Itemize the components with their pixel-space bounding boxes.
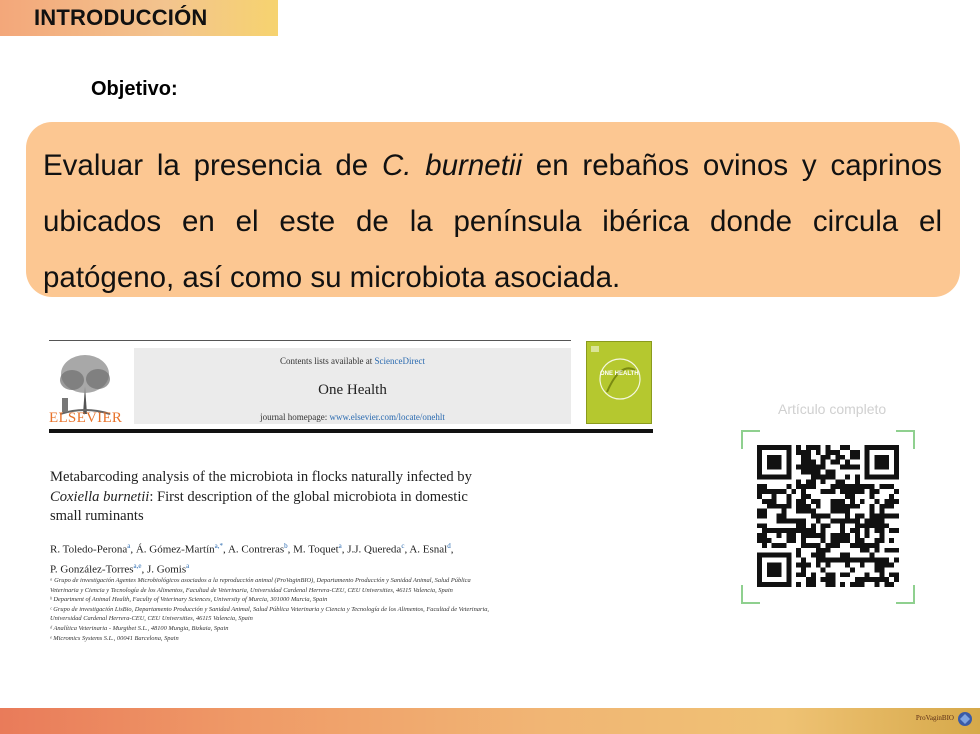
- author-line: R. Toledo-Perona$^a$, Á. Gómez-Martín$^{a,*}$, A. Contreras$^b$, M. Toquet$^a$, J.J. Quereda$^c$, A. Esnal$^d$,: [50, 542, 454, 556]
- paper-title-line: [50, 488, 610, 508]
- paper-title-line: small ruminants: [50, 508, 144, 524]
- publisher-name: ELSEVIER: [49, 410, 123, 426]
- affiliation-line: Universidad Cardenal Herrera-CEU, CEU Universities, 46115 Valencia, Spain: [50, 615, 253, 623]
- paper-title-species: Coxiella burnetii: [50, 488, 150, 505]
- affiliation-line: ᵈ Analítica Veterinaria - Murgibet S.L., 48100 Mungia, Bizkaia, Spain: [50, 624, 229, 632]
- author-affiliation-mark: c: [401, 542, 405, 550]
- author-name: A. Esnal: [409, 543, 448, 556]
- objective-text: [43, 138, 942, 306]
- section-header: [0, 0, 278, 36]
- section-title: INTRODUCCIÓN: [34, 5, 208, 30]
- author-affiliation-mark: a: [338, 542, 342, 550]
- affiliation-line: ᵇ Department of Animal Health, Faculty of Veterinary Sciences, University of Murcia, 301000 Murcia, Spain: [50, 596, 328, 604]
- cover-art-icon: [587, 342, 653, 425]
- paper-snapshot: [49, 340, 653, 660]
- author-name: Á. Gómez-Martín: [135, 543, 215, 556]
- journal-name: One Health: [318, 382, 387, 398]
- paper-title-rest: : First description of the global microbiota in domestic: [149, 488, 468, 505]
- affiliation-line: ᵃ Grupo de investigación Agentes Microbiológicos asociados a la reproducción animal (ProVaginBIO), Departamento Producción y Sanidad Animal, Salud Pública: [50, 577, 471, 584]
- paper-title-line: Metabarcoding analysis of the microbiota in flocks naturally infected by: [50, 469, 472, 485]
- affiliation-line: Veterinaria y Ciencia y Tecnología de los Alimentos, Facultad de Veterinaria, Universidad Cardenal Herrera-CEU, CEU Universities, 46115 Valencia, Spain: [50, 586, 453, 594]
- author-affiliation-mark: a,*: [214, 542, 224, 550]
- author-name: R. Toledo-Perona: [50, 543, 128, 556]
- homepage-prefix: journal homepage:: [260, 412, 330, 422]
- author-name: J. Gomis: [147, 563, 187, 576]
- cover-title: ONE HEALTH: [600, 371, 639, 377]
- author-line: P. González-Torres$^{a,e}$, J. Gomis$^a$: [50, 562, 190, 576]
- contents-prefix: Contents lists available at: [280, 356, 375, 366]
- author-affiliation-mark: b: [284, 542, 288, 550]
- author-affiliation-mark: a,e: [133, 562, 142, 571]
- footer-brand: ProVaginBIO: [915, 714, 954, 722]
- sciencedirect-link[interactable]: ScienceDirect: [374, 356, 425, 366]
- homepage-line: [134, 412, 571, 422]
- objective-text-start: Evaluar la presencia de: [43, 149, 382, 182]
- paper-authors: [50, 538, 610, 578]
- objective-box: [26, 122, 960, 297]
- qr-code-icon[interactable]: [757, 445, 899, 587]
- paper-bottom-rule: [49, 429, 653, 433]
- author-name: A. Contreras: [227, 543, 285, 556]
- objective-label: Objetivo:: [91, 78, 178, 100]
- provaginbio-logo-icon: [956, 710, 974, 728]
- contents-line: [134, 356, 571, 366]
- journal-homepage-link[interactable]: www.elsevier.com/locate/onehlt: [329, 412, 445, 422]
- author-affiliation-mark: d: [447, 542, 451, 550]
- author-name: M. Toquet: [293, 543, 339, 556]
- affiliation-line: ᵉ Micromics Systems S.L., 00041 Barcelona, Spain: [50, 634, 179, 642]
- affiliations-list: [50, 576, 610, 643]
- objective-species: C. burnetii: [381, 149, 522, 182]
- journal-cover: [586, 341, 652, 424]
- qr-label: Artículo completo: [778, 401, 887, 417]
- journal-banner: [134, 348, 571, 424]
- paper-title: [50, 468, 610, 527]
- author-name: P. González-Torres: [50, 563, 134, 576]
- author-affiliation-mark: a: [186, 562, 190, 571]
- paper-top-rule: [49, 340, 571, 341]
- objective-text-end: en rebaños ovinos y caprinos ubicados en el este de la península ibérica donde circula el patógeno, así como su microbiota asociada.: [43, 149, 942, 294]
- author-name: J.J. Quereda: [347, 543, 402, 556]
- affiliation-line: ᶜ Grupo de investigación LisBio, Departamento Producción y Sanidad Animal, Salud Pública Veterinaria y Ciencia y Tecnología de los Alimentos, Facultad de Veterinaria,: [50, 605, 490, 613]
- footer-bar: [0, 708, 980, 734]
- author-affiliation-mark: a: [127, 542, 131, 550]
